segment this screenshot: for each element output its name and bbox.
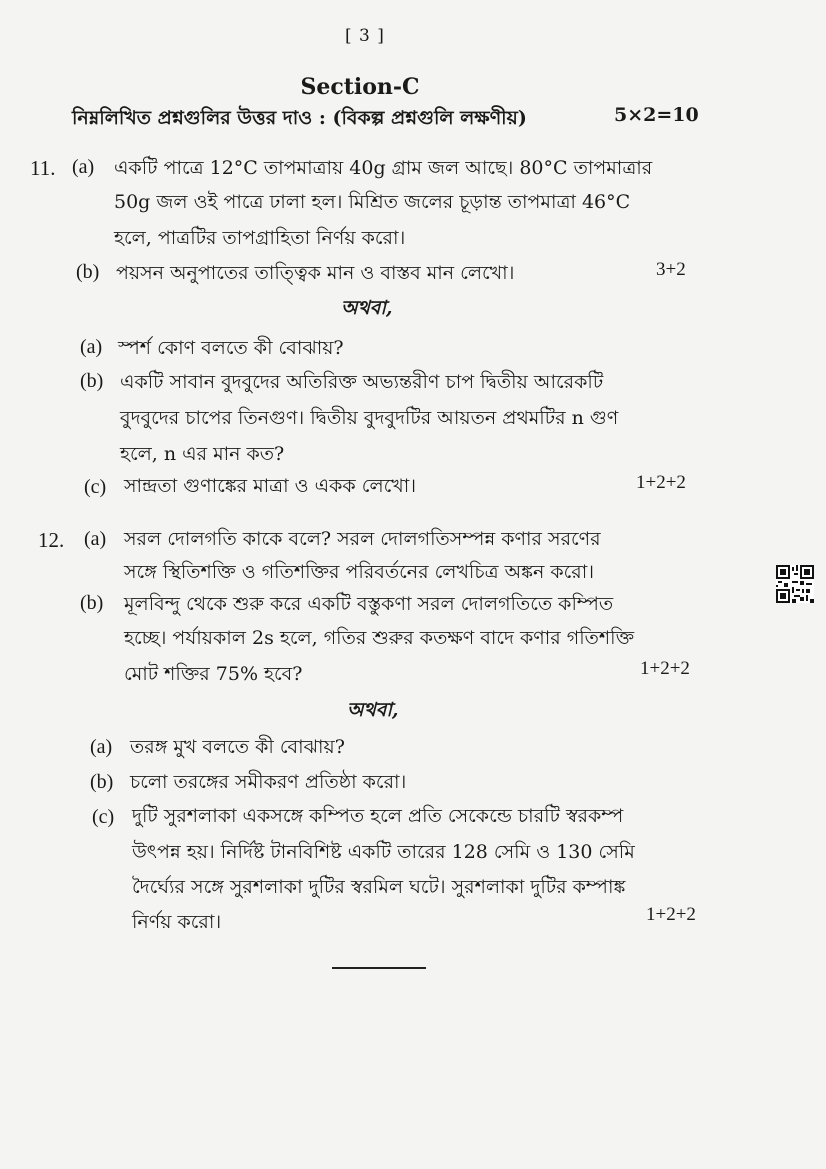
q12-b-line2: হচ্ছে। পর্যায়কাল 2s হলে, গতির শুরুর কতক্ষণ বাদে কণার গতিশক্তি <box>124 627 635 649</box>
q12-alt-a-label: (a) <box>90 736 113 758</box>
section-instruction: নিম্নলিখিত প্রশ্নগুলির উত্তর দাও : (বিকল্প প্রশ্নগুলি লক্ষণীয়) <box>72 107 527 129</box>
q12-a-label: (a) <box>84 528 107 550</box>
q12-alt-c-line1: দুটি সুরশলাকা একসঙ্গে কম্পিত হলে প্রতি সেকেন্ডে চারটি স্বরকম্প <box>132 805 624 827</box>
q12-b-label: (b) <box>80 592 104 614</box>
q12-alt-c-line2: উৎপন্ন হয়। নির্দিষ্ট টানবিশিষ্ট একটি তারের 128 সেমি ও 130 সেমি <box>132 841 635 863</box>
q12-a-line1: সরল দোলগতি কাকে বলে? সরল দোলগতিসম্পন্ন কণার সরণের <box>124 528 601 550</box>
page-number: [ 3 ] <box>345 26 385 46</box>
q11-b-line1: পয়সন অনুপাতের তাত্ত্বিক মান ও বাস্তব মান লেখো। <box>116 262 515 284</box>
q11-b-marks: 3+2 <box>656 259 686 280</box>
q11-alt-marks: 1+2+2 <box>636 472 686 493</box>
q12-alt-b-label: (b) <box>90 771 114 793</box>
q11-alt-b-line3: হলে, n এর মান কত? <box>120 443 285 465</box>
section-title: Section-C <box>300 74 420 100</box>
q11-alt-b-label: (b) <box>80 370 104 392</box>
q12-number: 12. <box>38 528 65 552</box>
q12-or-label: অথবা, <box>347 699 399 721</box>
q12-b-marks: 1+2+2 <box>640 658 690 679</box>
q11-alt-c-label: (c) <box>84 476 107 498</box>
q11-b-label: (b) <box>76 261 100 283</box>
q11-alt-a-line1: স্পর্শ কোণ বলতে কী বোঝায়? <box>118 337 344 359</box>
q11-alt-c-line1: সান্দ্রতা গুণাঙ্কের মাত্রা ও একক লেখো। <box>124 475 417 497</box>
section-marks: 5×2=10 <box>614 104 699 126</box>
q12-alt-c-line3: দৈর্ঘ্যের সঙ্গে সুরশলাকা দুটির স্বরমিল ঘটে। সুরশলাকা দুটির কম্পাঙ্ক <box>132 876 626 898</box>
end-rule <box>332 967 426 969</box>
q11-alt-a-label: (a) <box>80 336 103 358</box>
q11-a-line1: একটি পাত্রে 12°C তাপমাত্রায় 40g গ্রাম জল আছে। 80°C তাপমাত্রার <box>114 157 653 179</box>
q11-alt-b-line1: একটি সাবান বুদবুদের অতিরিক্ত অভ্যন্তরীণ চাপ দ্বিতীয় আরেকটি <box>120 371 604 393</box>
q12-alt-c-label: (c) <box>92 806 115 828</box>
q12-b-line1: মূলবিন্দু থেকে শুরু করে একটি বস্তুকণা সরল দোলগতিতে কম্পিত <box>124 593 614 615</box>
q12-alt-a-line1: তরঙ্গ মুখ বলতে কী বোঝায়? <box>130 736 345 758</box>
q12-alt-b-line1: চলো তরঙ্গের সমীকরণ প্রতিষ্ঠা করো। <box>130 771 407 793</box>
q11-a-line3: হলে, পাত্রটির তাপগ্রাহিতা নির্ণয় করো। <box>114 227 406 249</box>
q12-alt-marks: 1+2+2 <box>646 904 696 925</box>
q12-b-line3: মোট শক্তির 75% হবে? <box>124 663 303 685</box>
q12-alt-c-line4: নির্ণয় করো। <box>132 911 222 933</box>
q11-number: 11. <box>30 156 56 180</box>
qr-code-icon <box>776 565 814 603</box>
q11-a-label: (a) <box>72 156 95 178</box>
q11-alt-b-line2: বুদবুদের চাপের তিনগুণ। দ্বিতীয় বুদবুদটির আয়তন প্রথমটির n গুণ <box>120 407 619 429</box>
q11-or-label: অথবা, <box>341 297 393 319</box>
q12-a-line2: সঙ্গে স্থিতিশক্তি ও গতিশক্তির পরিবর্তনের লেখচিত্র অঙ্কন করো। <box>124 561 595 583</box>
q11-a-line2: 50g জল ওই পাত্রে ঢালা হল। মিশ্রিত জলের চূড়ান্ত তাপমাত্রা 46°C <box>114 191 631 213</box>
